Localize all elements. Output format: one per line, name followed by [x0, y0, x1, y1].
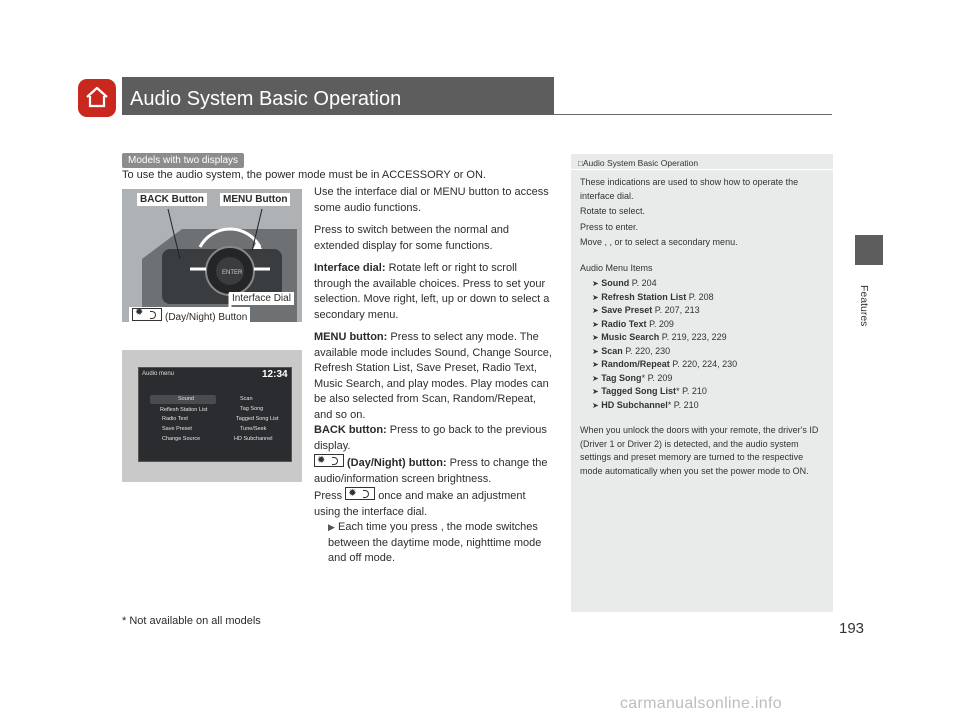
screen-item: Tune/Seek	[240, 426, 267, 432]
home-icon-button[interactable]	[78, 79, 116, 117]
title-rule	[554, 114, 832, 115]
home-icon	[83, 83, 111, 111]
ref-arrow-icon: ➤	[592, 346, 599, 356]
models-label: Models with two displays	[122, 153, 244, 168]
footnote: * Not available on all models	[122, 615, 261, 627]
note-line: Move , , or to select a secondary menu.	[580, 237, 738, 247]
screen-item: Change Source	[162, 436, 201, 442]
ref-arrow-icon: ➤	[592, 306, 599, 315]
ref-link[interactable]: ➤ Tagged Song List* P. 210	[592, 386, 707, 396]
back-button-caption: BACK Button	[137, 193, 207, 206]
menu-button-caption: MENU Button	[220, 193, 290, 206]
note-line: These indications are used to show how to operate the interface dial.	[580, 177, 799, 201]
screen-item: Reflesh Station List	[160, 407, 208, 413]
screen-item: Sound	[178, 396, 194, 402]
body-menu: MENU button: Press to select any mode. The available mode includes Sound, Change Source, Refresh Station List, Save Preset, Radio Text, Music Search, and play modes. Play modes can be also selected from Scan, Random/Repeat, and so on.	[314, 331, 552, 421]
section-label: Features	[858, 285, 870, 327]
interface-dial-caption: Interface Dial	[229, 292, 294, 305]
ref-arrow-icon: ➤	[592, 279, 599, 288]
body-dial: Interface dial: Rotate left or right to scroll through the available choices. Press to set your selection. Move right, left, up or down to select a secondary menu.	[314, 262, 550, 321]
triangle-icon: ▶	[328, 522, 335, 532]
ref-link[interactable]: ➤ Scan P. 220, 230	[592, 345, 671, 356]
day-night-icon	[314, 454, 344, 467]
body-sub: ▶ Each time you press , the mode switches between the daytime mode, nighttime mode and off mode.	[328, 521, 542, 564]
ref-link[interactable]: ➤ Music Search P. 219, 223, 229	[592, 332, 727, 342]
ref-link[interactable]: ➤ HD Subchannel* P. 210	[592, 399, 699, 410]
ref-link[interactable]: ➤ Sound P. 204	[592, 278, 657, 288]
ref-arrow-icon: ➤	[592, 360, 599, 369]
screen-item: HD Subchannel	[234, 436, 273, 442]
section-tab[interactable]	[855, 235, 883, 265]
ref-arrow-icon: ➤	[592, 387, 599, 396]
body-back: BACK button: Press to go back to the previous display.	[314, 424, 547, 452]
svg-text:ENTER: ENTER	[222, 270, 243, 276]
body-p2: Press to switch between the normal and extended display for some functions.	[314, 224, 510, 252]
body-day-night: ✹(Day/Night) button: Press to change the audio/information screen brightness.	[314, 454, 554, 487]
ref-arrow-icon: ➤	[592, 400, 599, 410]
body-day-night-2: Press ✹ once and make an adjustment using the interface dial.	[314, 487, 554, 520]
note-icon: □	[578, 159, 583, 168]
screen-item: Save Preset	[162, 426, 192, 432]
note-body	[580, 176, 826, 480]
ref-link[interactable]: ➤ Random/Repeat P. 220, 224, 230	[592, 359, 738, 369]
page-title: Audio System Basic Operation	[130, 88, 402, 110]
ref-link[interactable]: ➤ Radio Text P. 209	[592, 318, 674, 329]
screen-item: Tagged Song List	[236, 416, 279, 422]
day-night-caption: ✹(Day/Night) Button	[129, 307, 250, 324]
screen-item: Tag Song	[240, 406, 264, 412]
watermark: carmanualsonline.info	[620, 695, 782, 712]
note-line: Press to enter.	[580, 221, 639, 232]
intro-text: To use the audio system, the power mode must be in ACCESSORY or ON.	[122, 169, 486, 181]
ref-link[interactable]: ➤ Tag Song* P. 209	[592, 372, 673, 383]
ref-link[interactable]: ➤ Save Preset P. 207, 213	[592, 305, 700, 315]
page-number: 193	[839, 620, 865, 637]
note-line: Rotate to select.	[580, 206, 646, 216]
ref-arrow-icon: ➤	[592, 319, 599, 329]
menu-items-heading: Audio Menu Items	[580, 262, 653, 273]
screen-clock: 12:34	[262, 369, 288, 380]
screen-title: Audio menu	[142, 371, 175, 377]
note-divider	[571, 169, 833, 170]
screen-item: Radio Text	[162, 416, 188, 422]
ref-link[interactable]: ➤ Refresh Station List P. 208	[592, 291, 714, 302]
body-p1: Use the interface dial or MENU button to access some audio functions.	[314, 186, 549, 214]
day-night-icon	[132, 308, 162, 321]
day-night-icon	[345, 487, 375, 500]
ref-arrow-icon: ➤	[592, 292, 599, 302]
screen-item: Scan	[240, 396, 253, 402]
unlock-note: When you unlock the doors with your remote, the driver's ID (Driver 1 or Driver 2) is detected, and the audio system settings and preset memory are turned to the respective mode automatically when you set the power mode to ON.	[580, 425, 819, 476]
ref-arrow-icon: ➤	[592, 333, 599, 342]
audio-menu-display	[138, 367, 292, 462]
body-column	[314, 185, 554, 574]
note-heading: □Audio System Basic Operation	[578, 158, 699, 168]
ref-arrow-icon: ➤	[592, 373, 599, 383]
